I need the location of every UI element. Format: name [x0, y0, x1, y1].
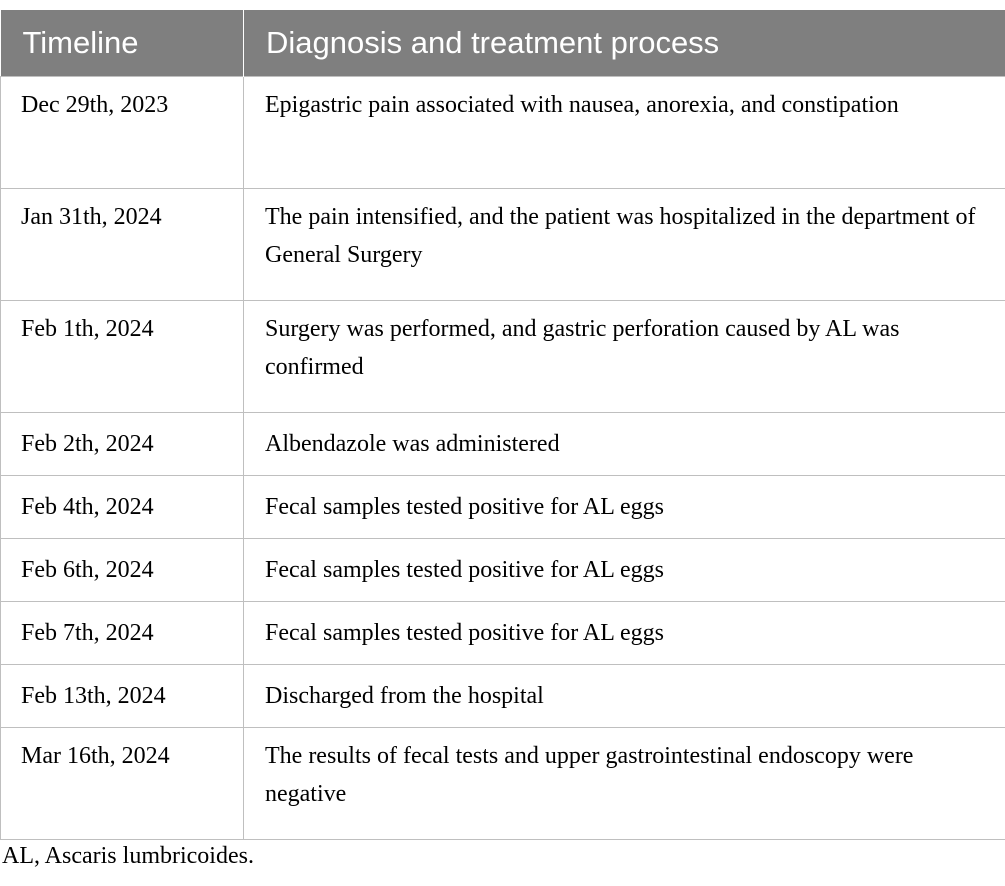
- date-cell: Feb 7th, 2024: [1, 601, 244, 664]
- event-cell: Fecal samples tested positive for AL eggs: [244, 538, 1005, 601]
- header-row: [1, 10, 1005, 76]
- table-row: [1, 727, 1005, 839]
- event-cell: Fecal samples tested positive for AL eggs: [244, 475, 1005, 538]
- date-cell: Feb 6th, 2024: [1, 538, 244, 601]
- table-row: [1, 412, 1005, 475]
- table-row: [1, 601, 1005, 664]
- date-cell: Feb 2th, 2024: [1, 412, 244, 475]
- event-cell: The pain intensified, and the patient was hospitalized in the department of General Surgery: [244, 188, 1005, 300]
- table-row: [1, 300, 1005, 412]
- table-row: [1, 76, 1005, 188]
- table-row: [1, 188, 1005, 300]
- table-row: [1, 664, 1005, 727]
- column-header-timeline: Timeline: [1, 10, 244, 76]
- date-cell: Feb 1th, 2024: [1, 300, 244, 412]
- event-cell: Discharged from the hospital: [244, 664, 1005, 727]
- table-row: [1, 475, 1005, 538]
- date-cell: Feb 4th, 2024: [1, 475, 244, 538]
- event-cell: Albendazole was administered: [244, 412, 1005, 475]
- event-cell: Surgery was performed, and gastric perforation caused by AL was confirmed: [244, 300, 1005, 412]
- timeline-table: [0, 10, 1005, 840]
- event-cell: Epigastric pain associated with nausea, anorexia, and constipation: [244, 76, 1005, 188]
- table-row: [1, 538, 1005, 601]
- table-footnote: AL, Ascaris lumbricoides.: [2, 843, 254, 869]
- column-header-process: Diagnosis and treatment process: [244, 10, 1005, 76]
- event-cell: The results of fecal tests and upper gastrointestinal endoscopy were negative: [244, 727, 1005, 839]
- date-cell: Feb 13th, 2024: [1, 664, 244, 727]
- date-cell: Mar 16th, 2024: [1, 727, 244, 839]
- event-cell: Fecal samples tested positive for AL eggs: [244, 601, 1005, 664]
- date-cell: Jan 31th, 2024: [1, 188, 244, 300]
- date-cell: Dec 29th, 2023: [1, 76, 244, 188]
